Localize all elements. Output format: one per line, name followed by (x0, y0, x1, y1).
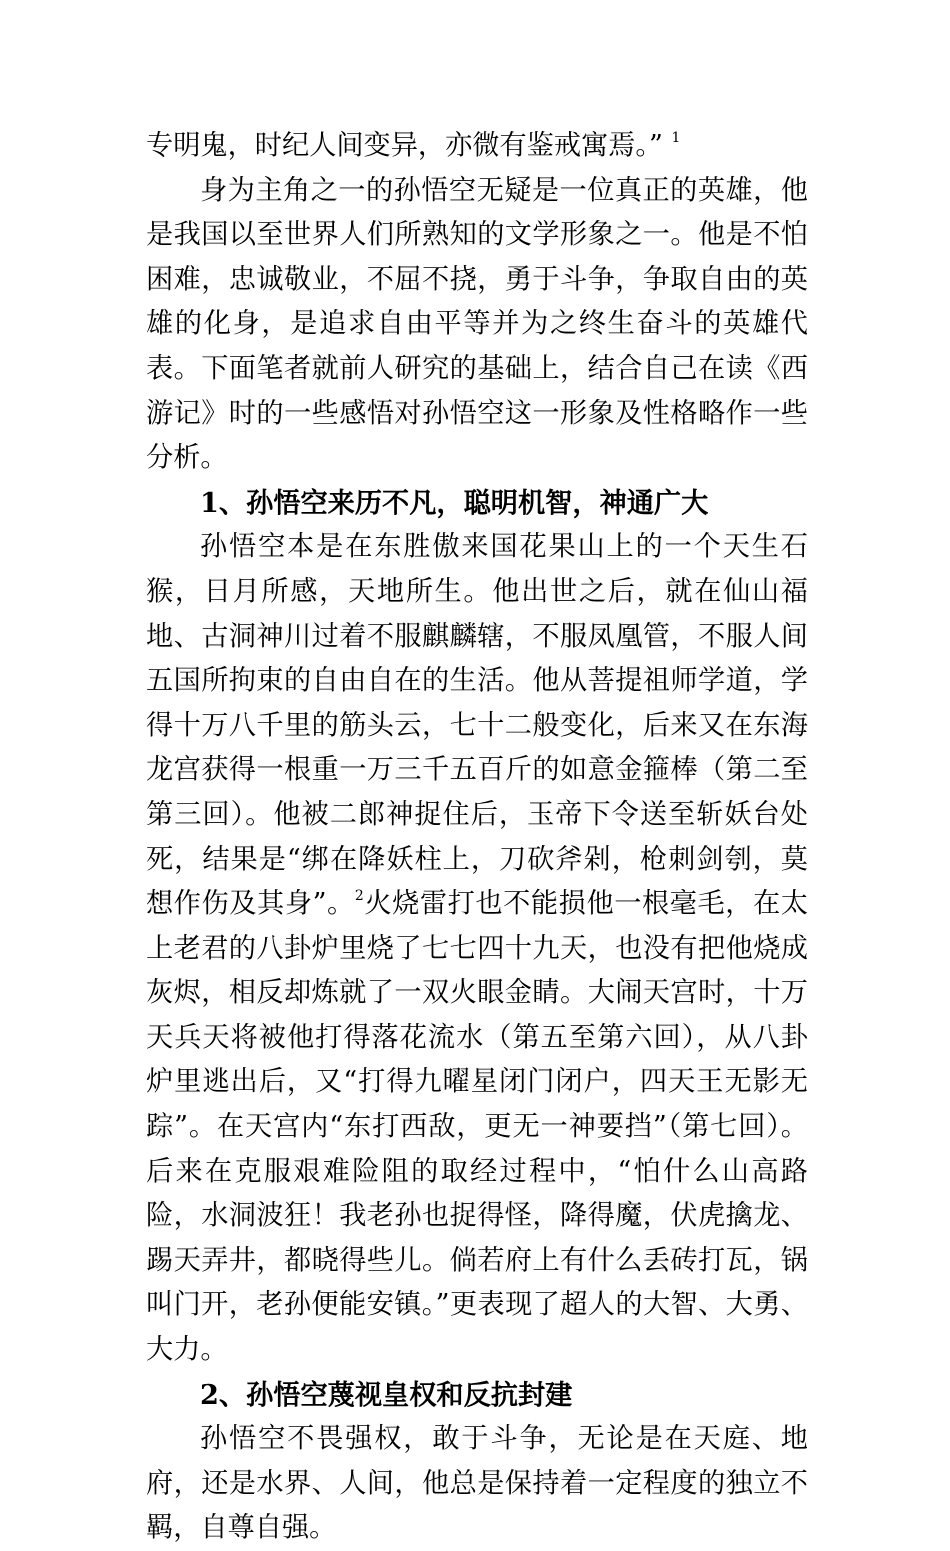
intro-fragment-text: 专明鬼，时纪人间变异，亦微有鉴戒寓焉。” (146, 130, 663, 161)
paragraph-1: 身为主角之一的孙悟空无疑是一位真正的英雄，他是我国以至世界人们所熟知的文学形象之一。他是不怕困难，忠诚敬业，不屈不挠，勇于斗争，争取自由的英雄的化身，是追求自由平等并为之终生奋斗的英雄代表。下面笔者就前人研究的基础上，结合自己在读《西游记》时的一些感悟对孙悟空这一形象及性格略作一些分析。 (146, 174, 808, 474)
document-page (146, 0, 808, 1544)
paragraph-3: 孙悟空不畏强权，敢于斗争，无论是在天庭、地府，还是水界、人间，他总是保持着一定程度的独立不羁，自尊自强。 (146, 1423, 808, 1544)
footnote-marker-2: 2 (354, 888, 364, 905)
section-heading-1: 1、孙悟空来历不凡，聪明机智，神通广大 (200, 486, 709, 519)
footnote-marker-1: 1 (671, 129, 681, 146)
intro-fragment (146, 124, 808, 169)
section-heading-2: 2、孙悟空蔑视皇权和反抗封建 (200, 1378, 573, 1411)
paragraph-2-part-b: 火烧雷打也不能损他一根毫毛，在太上老君的八卦炉里烧了七七四十九天，也没有把他烧成灰烬，相反却炼就了一双火眼金睛。大闹天宫时，十万天兵天将被他打得落花流水（第五至第六回），从八卦炉里逃出后，又“打得九曜星闭门闭户，四天王无影无踪”。在天宫内“东打西敌，更无一神要挡”（第七回）。后来在克服艰难险阻的取经过程中，“怕什么山高路险，水洞波狂！我老孙也捉得怪，降得魔，伏虎擒龙、踢天弄井，都晓得些儿。倘若府上有什么丢砖打瓦，锅叫门开，老孙便能安镇。”更表现了超人的大智、大勇、大力。 (146, 888, 808, 1366)
paragraph-2-part-a: 孙悟空本是在东胜傲来国花果山上的一个天生石猴，日月所感，天地所生。他出世之后，就在仙山福地、古洞神川过着不服麒麟辖，不服凤凰管，不服人间五国所拘束的自由自在的生活。他从菩提祖师学道，学得十万八千里的筋头云，七十二般变化，后来又在东海龙宫获得一根重一万三千五百斤的如意金箍棒（第二至第三回）。他被二郎神捉住后，玉帝下令送至斩妖台处死，结果是“绑在降妖柱上，刀砍斧剁，枪刺剑刳，莫想作伤及其身”。 (146, 531, 808, 920)
paragraph-2 (146, 525, 808, 1372)
document-body (146, 124, 808, 1551)
